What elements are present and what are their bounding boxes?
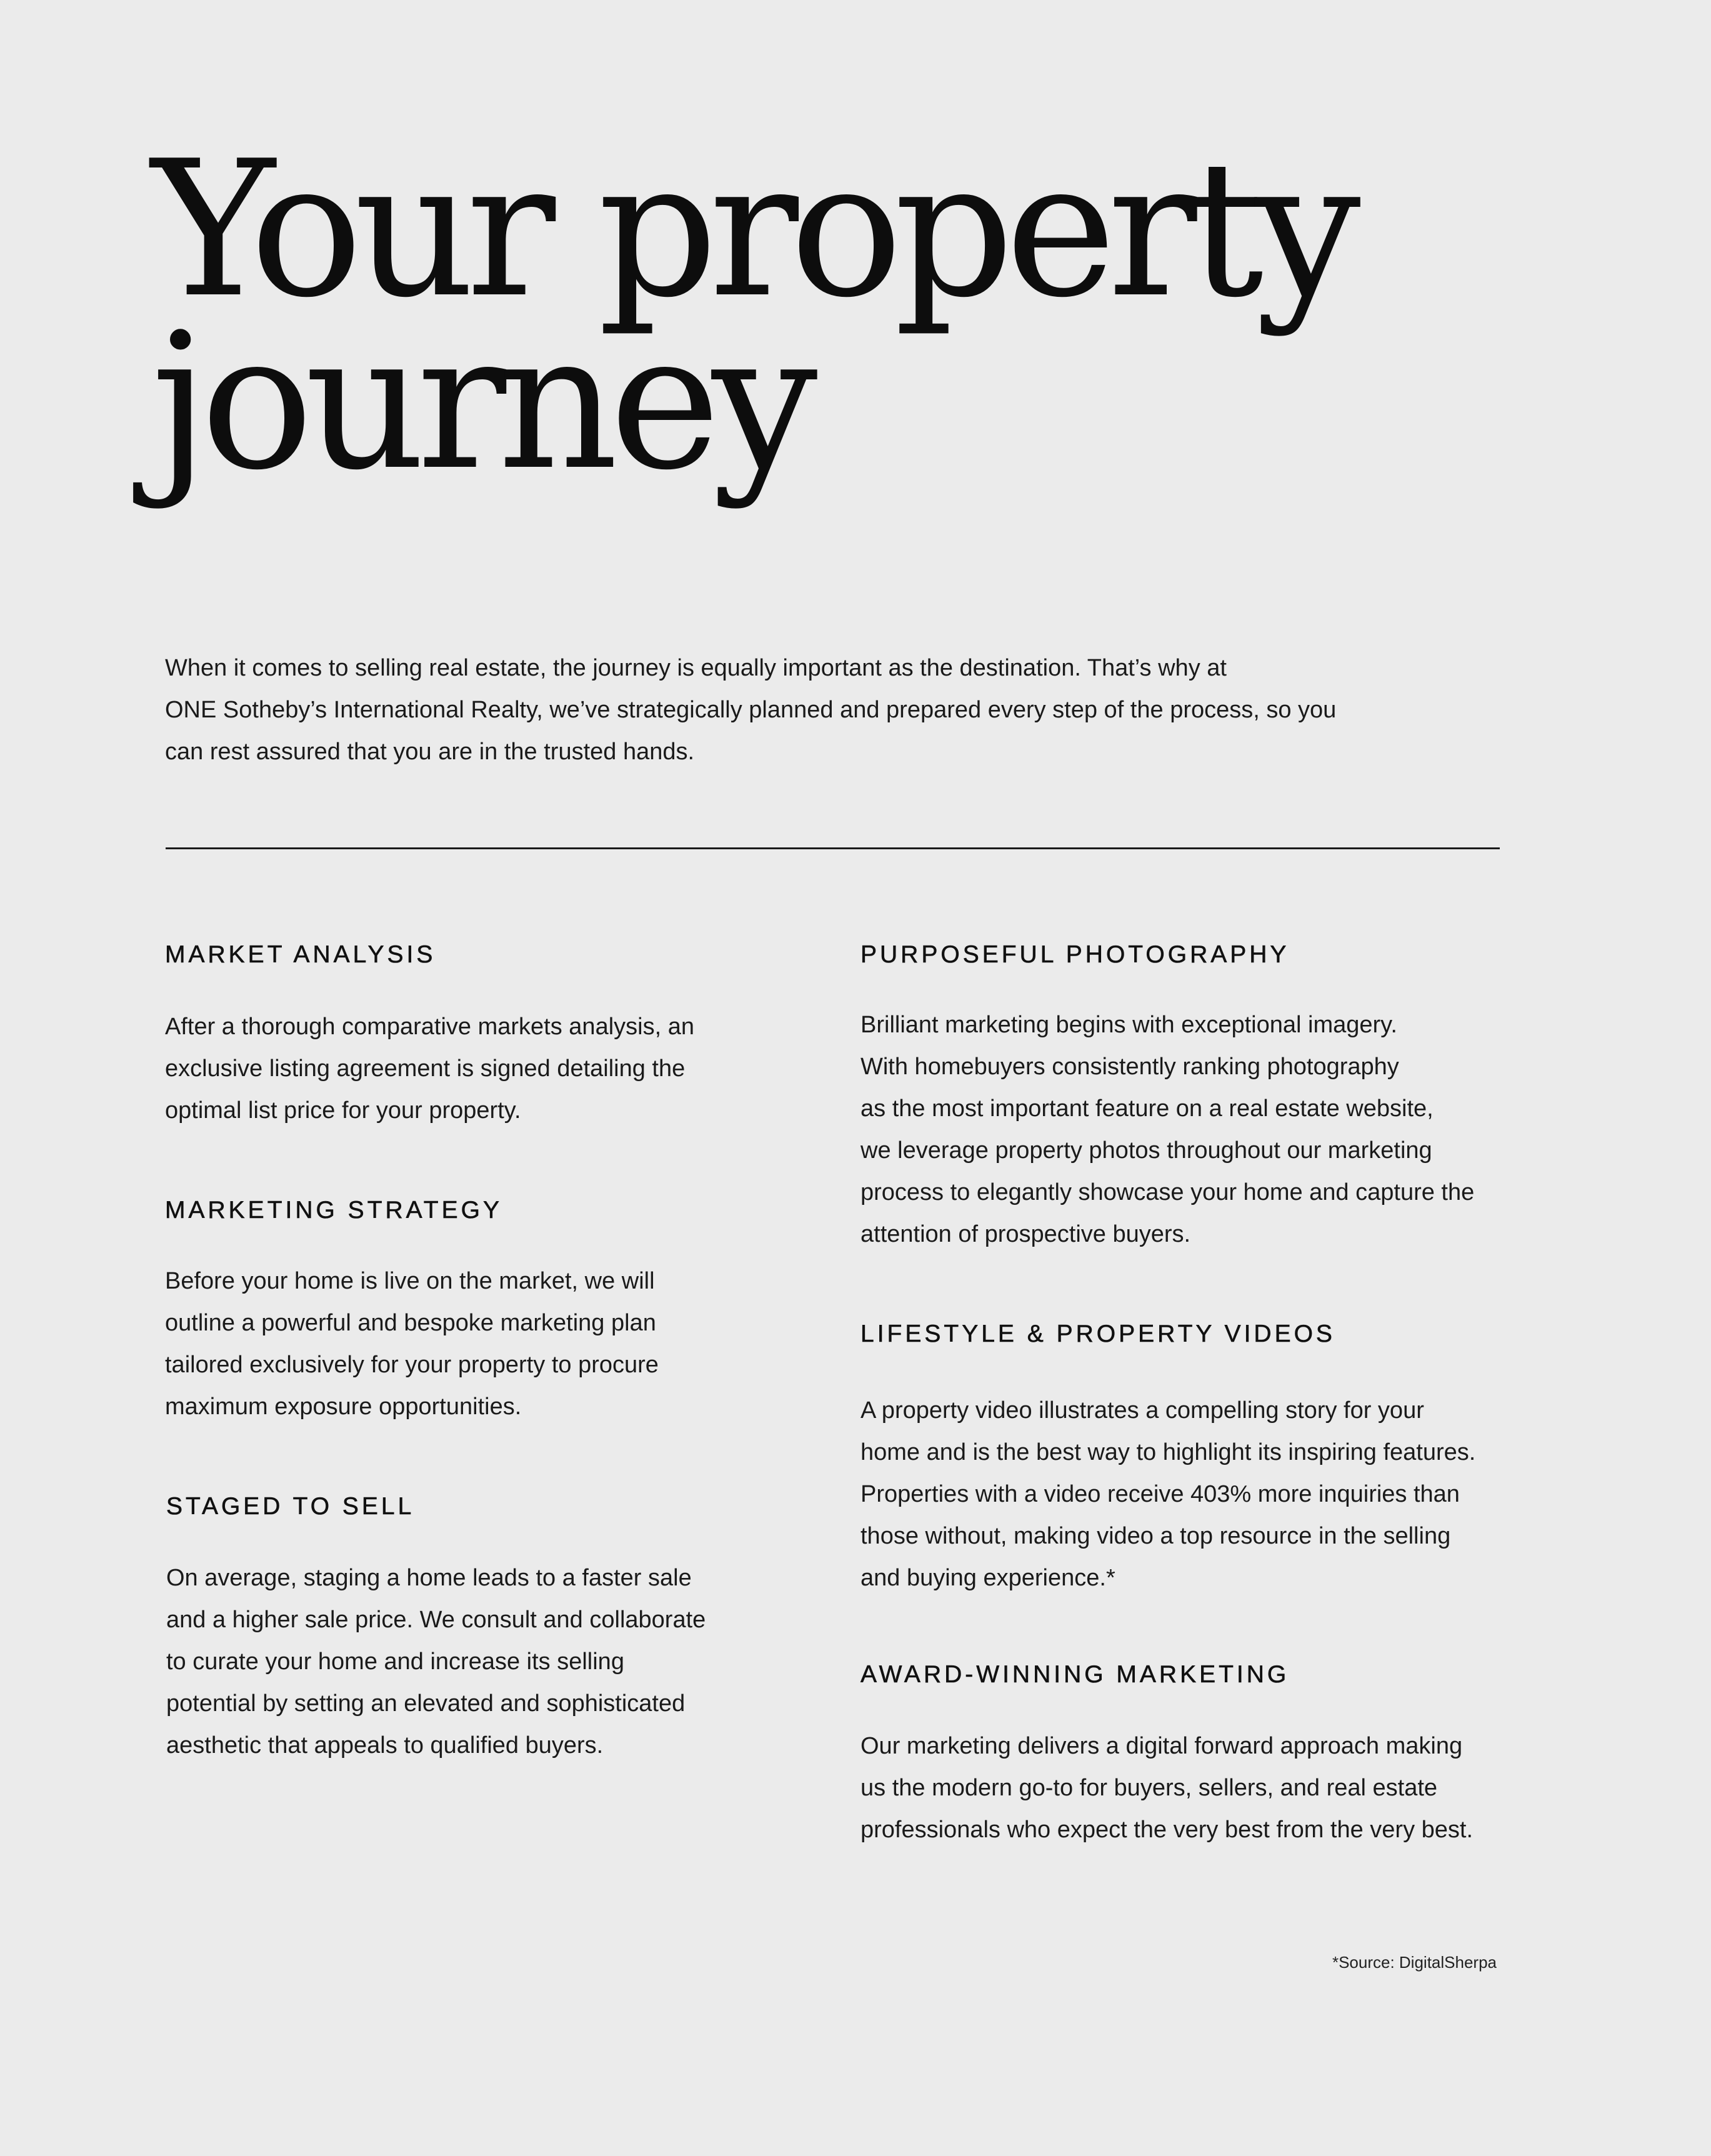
section-award-winning: [860, 1659, 1517, 1851]
section-purposeful-photography: [860, 939, 1517, 1255]
section-heading: MARKET ANALYSIS: [165, 941, 436, 968]
body-line: aesthetic that appeals to qualified buyers.: [166, 1732, 604, 1759]
title-line-1: Your property: [151, 121, 1352, 339]
section-heading: LIFESTYLE & PROPERTY VIDEOS: [860, 1320, 1335, 1347]
intro-paragraph: [165, 647, 1390, 773]
section-market-analysis: [165, 939, 790, 1132]
section-body: [165, 1260, 790, 1428]
body-line: professionals who expect the very best from the very best.: [860, 1817, 1474, 1843]
section-body: [166, 1557, 791, 1767]
section-marketing-strategy: [165, 1195, 790, 1428]
intro-line: When it comes to selling real estate, the journey is equally important as the destination. That’s why at: [165, 655, 1227, 681]
body-line: Properties with a video receive 403% more inquiries than: [860, 1481, 1460, 1507]
source-footnote: *Source: DigitalSherpa: [1332, 1953, 1497, 1972]
body-line: and buying experience.*: [860, 1565, 1115, 1591]
title-line-2: journey: [151, 293, 809, 511]
page-title: [151, 121, 1352, 511]
body-line: exclusive listing agreement is signed detailing the: [165, 1056, 686, 1082]
body-line: to curate your home and increase its selling: [166, 1649, 624, 1675]
body-line: On average, staging a home leads to a faster sale: [166, 1565, 692, 1591]
body-line: as the most important feature on a real estate website,: [860, 1095, 1434, 1122]
body-line: maximum exposure opportunities.: [165, 1394, 522, 1420]
section-staged-to-sell: [166, 1491, 791, 1767]
section-body: [860, 1390, 1517, 1599]
section-heading: AWARD-WINNING MARKETING: [860, 1661, 1290, 1688]
body-line: home and is the best way to highlight its inspiring features.: [860, 1439, 1476, 1465]
section-heading: PURPOSEFUL PHOTOGRAPHY: [860, 941, 1290, 968]
body-line: those without, making video a top resource in the selling: [860, 1523, 1451, 1549]
body-line: After a thorough comparative markets analysis, an: [165, 1014, 694, 1040]
body-line: attention of prospective buyers.: [860, 1221, 1191, 1247]
body-line: us the modern go-to for buyers, sellers, and real estate: [860, 1775, 1438, 1801]
section-body: [860, 1725, 1517, 1851]
body-line: we leverage property photos throughout our marketing: [860, 1137, 1432, 1164]
body-line: process to elegantly showcase your home and capture the: [860, 1179, 1475, 1205]
body-line: outline a powerful and bespoke marketing plan: [165, 1310, 656, 1336]
body-line: potential by setting an elevated and sophisticated: [166, 1690, 686, 1717]
section-divider: [166, 847, 1500, 849]
body-line: Brilliant marketing begins with exceptional imagery.: [860, 1012, 1397, 1038]
body-line: and a higher sale price. We consult and collaborate: [166, 1607, 706, 1633]
body-line: Before your home is live on the market, we will: [165, 1268, 655, 1294]
section-lifestyle-videos: [860, 1319, 1517, 1599]
body-line: optimal list price for your property.: [165, 1097, 521, 1124]
section-body: [165, 1006, 790, 1132]
body-line: tailored exclusively for your property to procure: [165, 1352, 659, 1378]
body-line: With homebuyers consistently ranking photography: [860, 1054, 1399, 1080]
intro-line: ONE Sotheby’s International Realty, we’ve strategically planned and prepared every step of the process, so you: [165, 697, 1337, 723]
section-heading: STAGED TO SELL: [166, 1493, 415, 1520]
body-line: Our marketing delivers a digital forward approach making: [860, 1733, 1463, 1759]
section-heading: MARKETING STRATEGY: [165, 1197, 502, 1224]
body-line: A property video illustrates a compelling story for your: [860, 1397, 1424, 1424]
intro-line: can rest assured that you are in the trusted hands.: [165, 739, 695, 765]
section-body: [860, 1004, 1517, 1255]
